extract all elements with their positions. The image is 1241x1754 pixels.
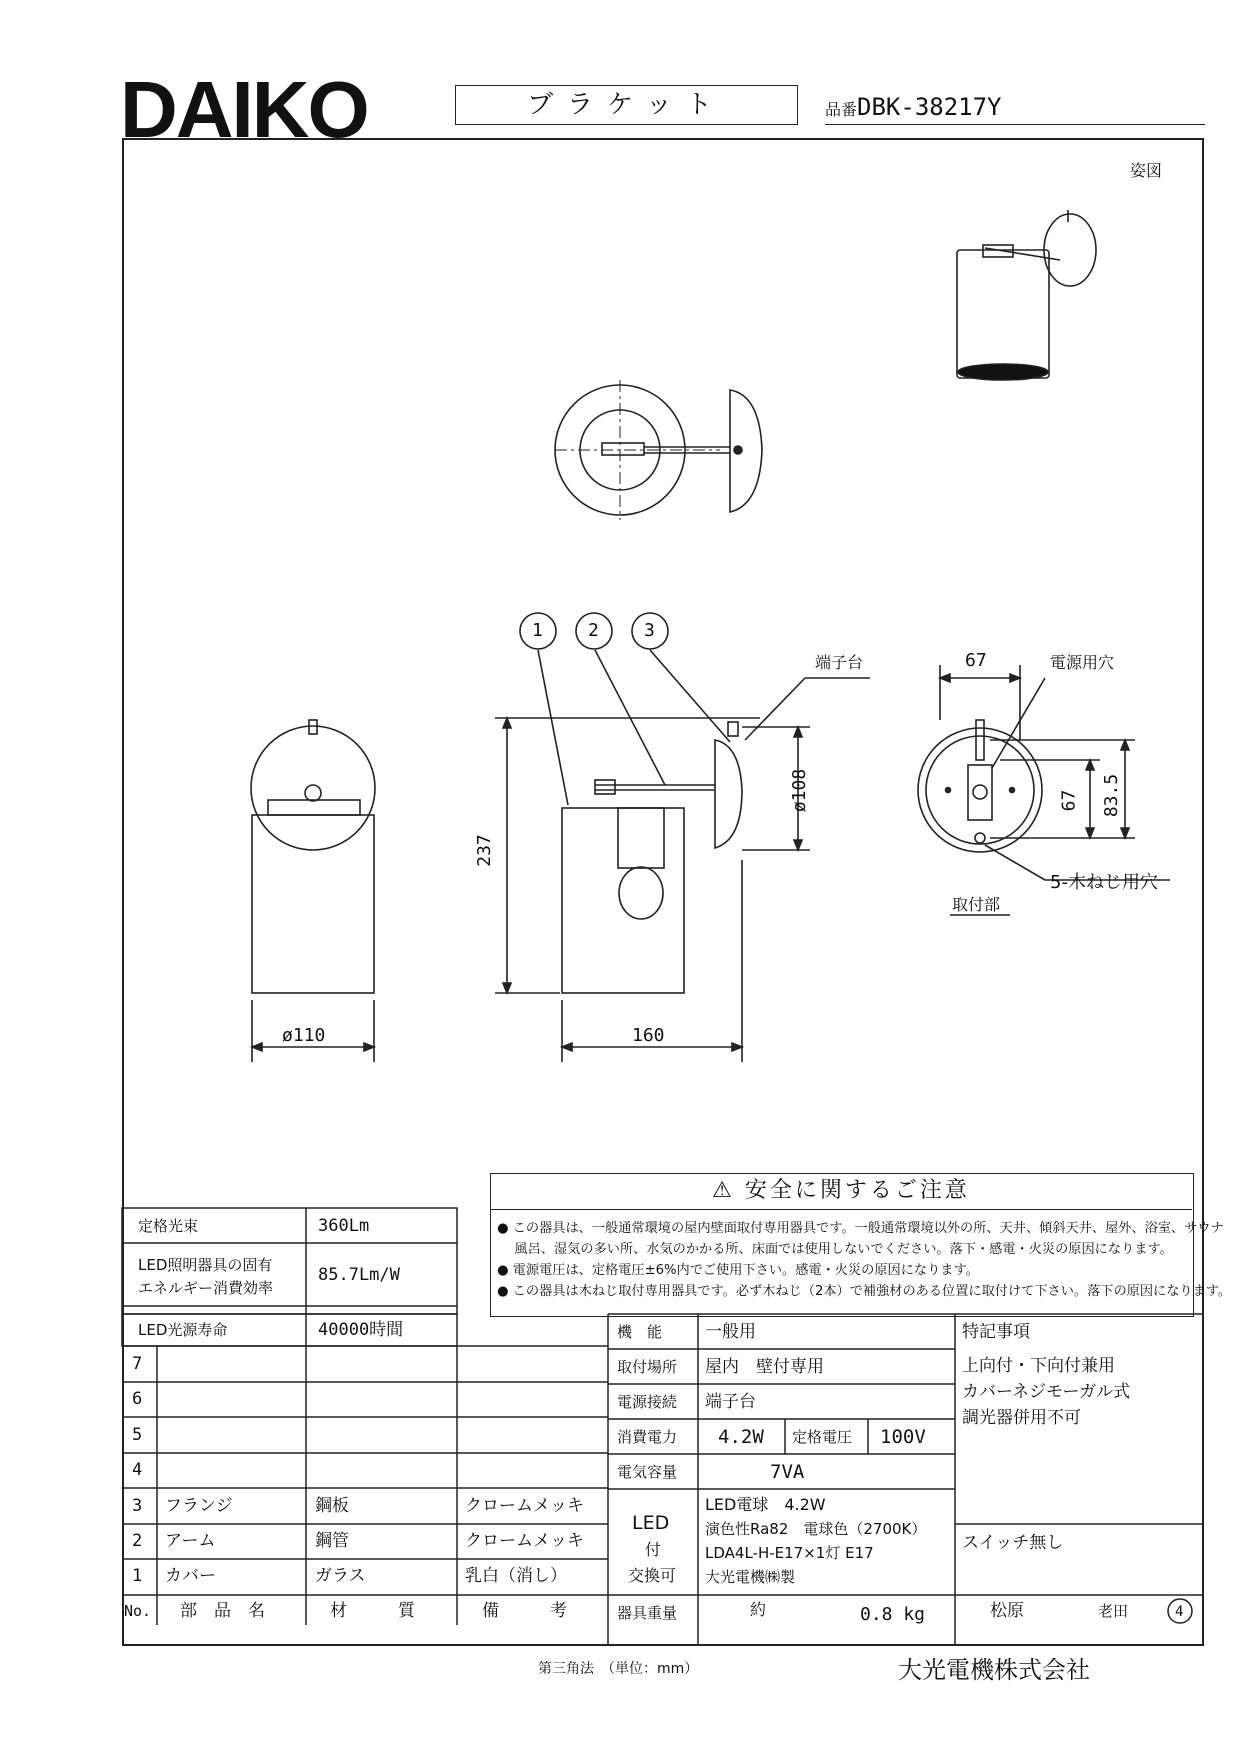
notes-title: 特記事項 [962, 1322, 1030, 1342]
brand-logo: DAIKO [120, 65, 368, 154]
capacity-value: 7VA [770, 1461, 805, 1483]
power-hole-label: 電源用穴 [1050, 653, 1115, 672]
part-row-4-no: 4 [132, 1460, 143, 1480]
location-value: 屋内 壁付専用 [705, 1357, 824, 1377]
part-no-value: DBK-38217Y [857, 93, 1002, 121]
weight-prefix: 約 [750, 1600, 767, 1619]
power-value: 4.2W [718, 1426, 764, 1448]
dim-110: ø110 [282, 1025, 326, 1046]
parts-header-no: No. [124, 1602, 152, 1620]
part-row-1-no: 1 [132, 1566, 143, 1586]
part-row-2-name: アーム [165, 1531, 216, 1551]
part-row-1-name: カバー [165, 1566, 216, 1586]
led-line-4: 大光電機㈱製 [705, 1568, 796, 1586]
part-row-1-remarks: 乳白（消し） [465, 1566, 567, 1586]
dim-160: 160 [632, 1025, 665, 1046]
checker-name: 老田 [1098, 1602, 1129, 1620]
notes-line-2: カバーネジモーガル式 [962, 1382, 1131, 1402]
warning-icon: ⚠ [712, 1178, 735, 1203]
function-value: 一般用 [705, 1322, 756, 1342]
part-row-3-remarks: クロームメッキ [465, 1496, 584, 1516]
parts-header-remarks: 備 考 [482, 1601, 567, 1621]
spec-lumen-value: 360Lm [318, 1216, 370, 1236]
part-row-1-material: ガラス [315, 1566, 366, 1586]
weight-label: 器具重量 [617, 1604, 678, 1622]
connection-value: 端子台 [705, 1392, 756, 1412]
safety-line-2: 風呂、湿気の多い所、水気のかかる所、床面では使用しないでください。落下・感電・火災の原因になります。 [497, 1242, 1173, 1257]
dim-83-5: 83.5 [1101, 773, 1123, 818]
spec-life-label: LED光源寿命 [138, 1321, 228, 1339]
spec-efficiency-label-2: エネルギー消費効率 [138, 1279, 274, 1297]
part-row-6-no: 6 [132, 1389, 143, 1409]
screw-hole-label: 5-木ねじ用穴 [1050, 872, 1158, 893]
location-label: 取付場所 [617, 1358, 678, 1376]
parts-header-material: 材 質 [330, 1601, 415, 1621]
function-label: 機 能 [617, 1323, 663, 1341]
notes-line-3: 調光器併用不可 [962, 1408, 1081, 1428]
safety-line-1: ● この器具は、一般通常環境の屋内壁面取付専用器具です。一般通常環境以外の所、天井、傾斜天井、屋外、浴室、サウナ [497, 1221, 1224, 1236]
led-line-1: LED電球 4.2W [705, 1495, 826, 1514]
balloon-1-label: 1 [532, 620, 543, 641]
dim-108: ø108 [789, 768, 811, 813]
spec-efficiency-value: 85.7Lm/W [318, 1265, 400, 1285]
projection-note: 第三角法 （単位：mm） [538, 1661, 699, 1677]
company-name: 大光電機株式会社 [898, 1656, 1090, 1684]
terminal-label: 端子台 [815, 653, 864, 672]
led-label-1: LED [632, 1512, 670, 1534]
part-no-label: 品番 [825, 100, 858, 119]
dim-67-side: 67 [1058, 789, 1080, 812]
revision-number: 4 [1175, 1604, 1184, 1620]
part-row-3-name: フランジ [165, 1496, 233, 1516]
led-line-2: 演色性Ra82 電球色（2700K） [705, 1520, 927, 1538]
spec-life-value: 40000時間 [318, 1320, 404, 1340]
led-label-2: 付 [645, 1540, 662, 1559]
part-row-5-no: 5 [132, 1425, 143, 1445]
notes-line-1: 上向付・下向付兼用 [962, 1356, 1115, 1376]
safety-line-3: ● 電源電圧は、定格電圧±6%内でご使用下さい。感電・火災の原因になります。 [497, 1263, 979, 1278]
mount-label: 取付部 [952, 895, 1001, 914]
led-label-3: 交換可 [628, 1566, 677, 1585]
spec-lumen-label: 定格光束 [138, 1217, 199, 1235]
balloon-2-label: 2 [588, 620, 599, 641]
connection-label: 電源接続 [617, 1393, 678, 1411]
part-row-2-remarks: クロームメッキ [465, 1531, 584, 1551]
part-row-2-material: 鋼管 [315, 1531, 349, 1551]
voltage-value: 100V [880, 1426, 926, 1448]
safety-title: ⚠ 安全に関するご注意 [490, 1173, 1192, 1210]
balloon-3-label: 3 [644, 620, 655, 641]
part-row-7-no: 7 [132, 1354, 143, 1374]
notes-switch: スイッチ無し [962, 1533, 1064, 1553]
power-label: 消費電力 [617, 1428, 678, 1446]
weight-value: 0.8 kg [860, 1604, 926, 1625]
voltage-label: 定格電圧 [792, 1428, 853, 1446]
designer-name: 松原 [990, 1601, 1024, 1621]
dim-237: 237 [473, 834, 495, 867]
part-row-2-no: 2 [132, 1531, 143, 1551]
capacity-label: 電気容量 [617, 1463, 678, 1481]
product-type-title: ブラケット [455, 85, 798, 125]
perspective-label: 姿図 [1130, 161, 1163, 180]
led-line-3: LDA4L-H-E17×1灯 E17 [705, 1544, 874, 1562]
spec-efficiency-label-1: LED照明器具の固有 [138, 1256, 273, 1274]
safety-line-4: ● この器具は木ねじ取付専用器具です。必ず木ねじ（2本）で補強材のある位置に取付けて下さい。落下の原因になります。 [497, 1284, 1232, 1299]
part-row-3-no: 3 [132, 1496, 143, 1516]
parts-header-name: 部 品 名 [180, 1601, 265, 1621]
part-row-3-material: 鋼板 [315, 1496, 349, 1516]
dim-67-top: 67 [965, 650, 987, 671]
